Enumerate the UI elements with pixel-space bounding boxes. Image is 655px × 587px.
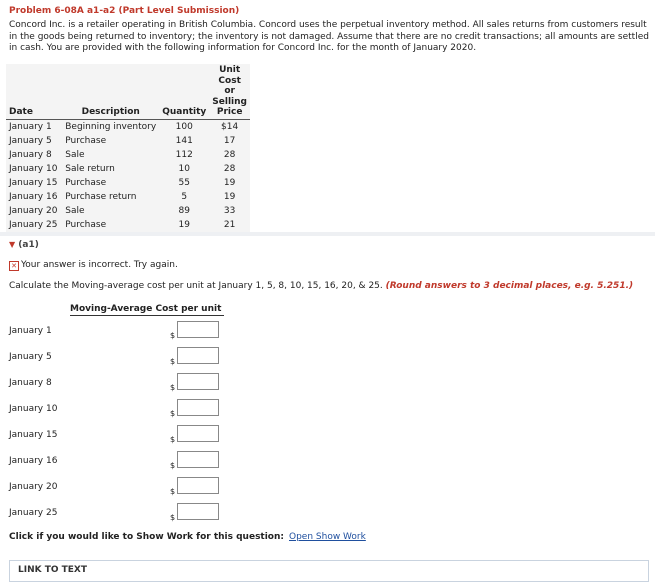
cell-quantity: 55 xyxy=(178,177,190,188)
answer-row-label: January 15 xyxy=(9,430,58,440)
moving-average-input-jan15[interactable] xyxy=(177,425,219,442)
cell-description: Purchase xyxy=(65,135,107,146)
table-row xyxy=(6,190,250,204)
problem-title: Problem 6-08A a1-a2 (Part Level Submission) xyxy=(9,6,240,16)
cell-description: Sale xyxy=(65,149,85,160)
cell-quantity: 112 xyxy=(175,149,193,160)
col-quantity: Quantity xyxy=(162,107,207,117)
answer-row-label: January 8 xyxy=(9,378,52,388)
part-heading[interactable] xyxy=(9,240,39,250)
answer-row-label: January 25 xyxy=(9,508,58,518)
cell-description: Purchase xyxy=(65,219,107,230)
cell-price: 28 xyxy=(223,163,236,174)
dollar-sign: $ xyxy=(170,487,176,496)
cell-date: January 16 xyxy=(9,191,58,202)
moving-average-input-jan5[interactable] xyxy=(177,347,219,364)
inventory-table xyxy=(6,64,250,232)
cell-price: $14 xyxy=(221,121,239,132)
dollar-sign: $ xyxy=(170,435,176,444)
table-row xyxy=(6,162,250,176)
instruction xyxy=(9,281,633,291)
cell-date: January 10 xyxy=(9,163,58,174)
col-price xyxy=(209,64,250,119)
moving-average-input-jan8[interactable] xyxy=(177,373,219,390)
dollar-sign: $ xyxy=(170,383,176,392)
rounding-note: (Round answers to 3 decimal places, e.g. 5.251.) xyxy=(385,281,634,291)
show-work-row xyxy=(9,532,366,542)
feedback-message xyxy=(9,260,178,271)
cell-quantity: 141 xyxy=(175,135,193,146)
part-label: (a1) xyxy=(18,240,39,250)
answer-row-label: January 20 xyxy=(9,482,58,492)
table-row xyxy=(6,176,250,190)
link-to-text-label[interactable]: LINK TO TEXT xyxy=(18,565,88,575)
moving-average-input-jan16[interactable] xyxy=(177,451,219,468)
table-row xyxy=(6,204,250,218)
cell-date: January 15 xyxy=(9,177,58,188)
cell-description: Purchase xyxy=(65,177,107,188)
cell-date: January 1 xyxy=(9,121,52,132)
dollar-sign: $ xyxy=(170,513,176,522)
table-row xyxy=(6,119,250,134)
cell-quantity: 100 xyxy=(175,121,193,132)
dollar-sign: $ xyxy=(170,409,176,418)
answer-column-header: Moving-Average Cost per unit xyxy=(70,304,224,316)
link-to-text-panel[interactable] xyxy=(9,560,649,582)
incorrect-x-icon: ✕ xyxy=(9,261,19,271)
col-description: Description xyxy=(81,107,140,117)
cell-description: Sale xyxy=(65,205,85,216)
cell-price: 19 xyxy=(223,191,236,202)
col-price-line4: Price xyxy=(216,107,243,117)
problem-intro: Concord Inc. is a retailer operating in British Columbia. Concord uses the perpetual inventory method. All sales returns from customers result in the goods being returned to inventory; the inventory is not damaged. Assume that there are no credit transactions; all amounts are settled in cash. You are provided with the following information for Concord Inc. for the month of January 2020. xyxy=(9,20,649,53)
dollar-sign: $ xyxy=(170,461,176,470)
table-row xyxy=(6,134,250,148)
cell-price: 28 xyxy=(223,149,236,160)
answer-row-label: January 1 xyxy=(9,326,52,336)
answer-row-label: January 16 xyxy=(9,456,58,466)
cell-quantity: 89 xyxy=(178,205,190,216)
cell-date: January 25 xyxy=(9,219,58,230)
show-work-prompt: Click if you would like to Show Work for this question: xyxy=(9,532,284,542)
cell-price: 17 xyxy=(223,135,236,146)
cell-description: Sale return xyxy=(65,163,115,174)
cell-price: 33 xyxy=(223,205,236,216)
table-row xyxy=(6,148,250,162)
cell-date: January 8 xyxy=(9,149,52,160)
col-price-line2: Cost or xyxy=(218,75,241,96)
dollar-sign: $ xyxy=(170,331,176,340)
cell-date: January 20 xyxy=(9,205,58,216)
cell-description: Beginning inventory xyxy=(65,121,157,132)
table-row xyxy=(6,218,250,232)
cell-date: January 5 xyxy=(9,135,52,146)
answer-row-label: January 5 xyxy=(9,352,52,362)
col-price-line3: Selling xyxy=(212,96,247,107)
col-date: Date xyxy=(9,107,33,117)
instruction-text: Calculate the Moving-average cost per unit at January 1, 5, 8, 10, 15, 16, 20, & 25. xyxy=(9,281,383,291)
dollar-sign: $ xyxy=(170,357,176,366)
moving-average-input-jan1[interactable] xyxy=(177,321,219,338)
moving-average-input-jan20[interactable] xyxy=(177,477,219,494)
collapse-triangle-icon[interactable]: ▼ xyxy=(9,240,16,249)
answer-row-label: January 10 xyxy=(9,404,58,414)
feedback-text: Your answer is incorrect. Try again. xyxy=(21,260,178,270)
cell-quantity: 19 xyxy=(178,219,190,230)
cell-price: 21 xyxy=(223,219,236,230)
cell-quantity: 10 xyxy=(178,163,190,174)
moving-average-input-jan25[interactable] xyxy=(177,503,219,520)
col-price-line1: Unit xyxy=(219,65,241,75)
cell-price: 19 xyxy=(223,177,236,188)
section-divider xyxy=(0,232,655,236)
open-show-work-link[interactable]: Open Show Work xyxy=(289,532,366,542)
moving-average-input-jan10[interactable] xyxy=(177,399,219,416)
cell-description: Purchase return xyxy=(65,191,137,202)
cell-quantity: 5 xyxy=(181,191,188,202)
